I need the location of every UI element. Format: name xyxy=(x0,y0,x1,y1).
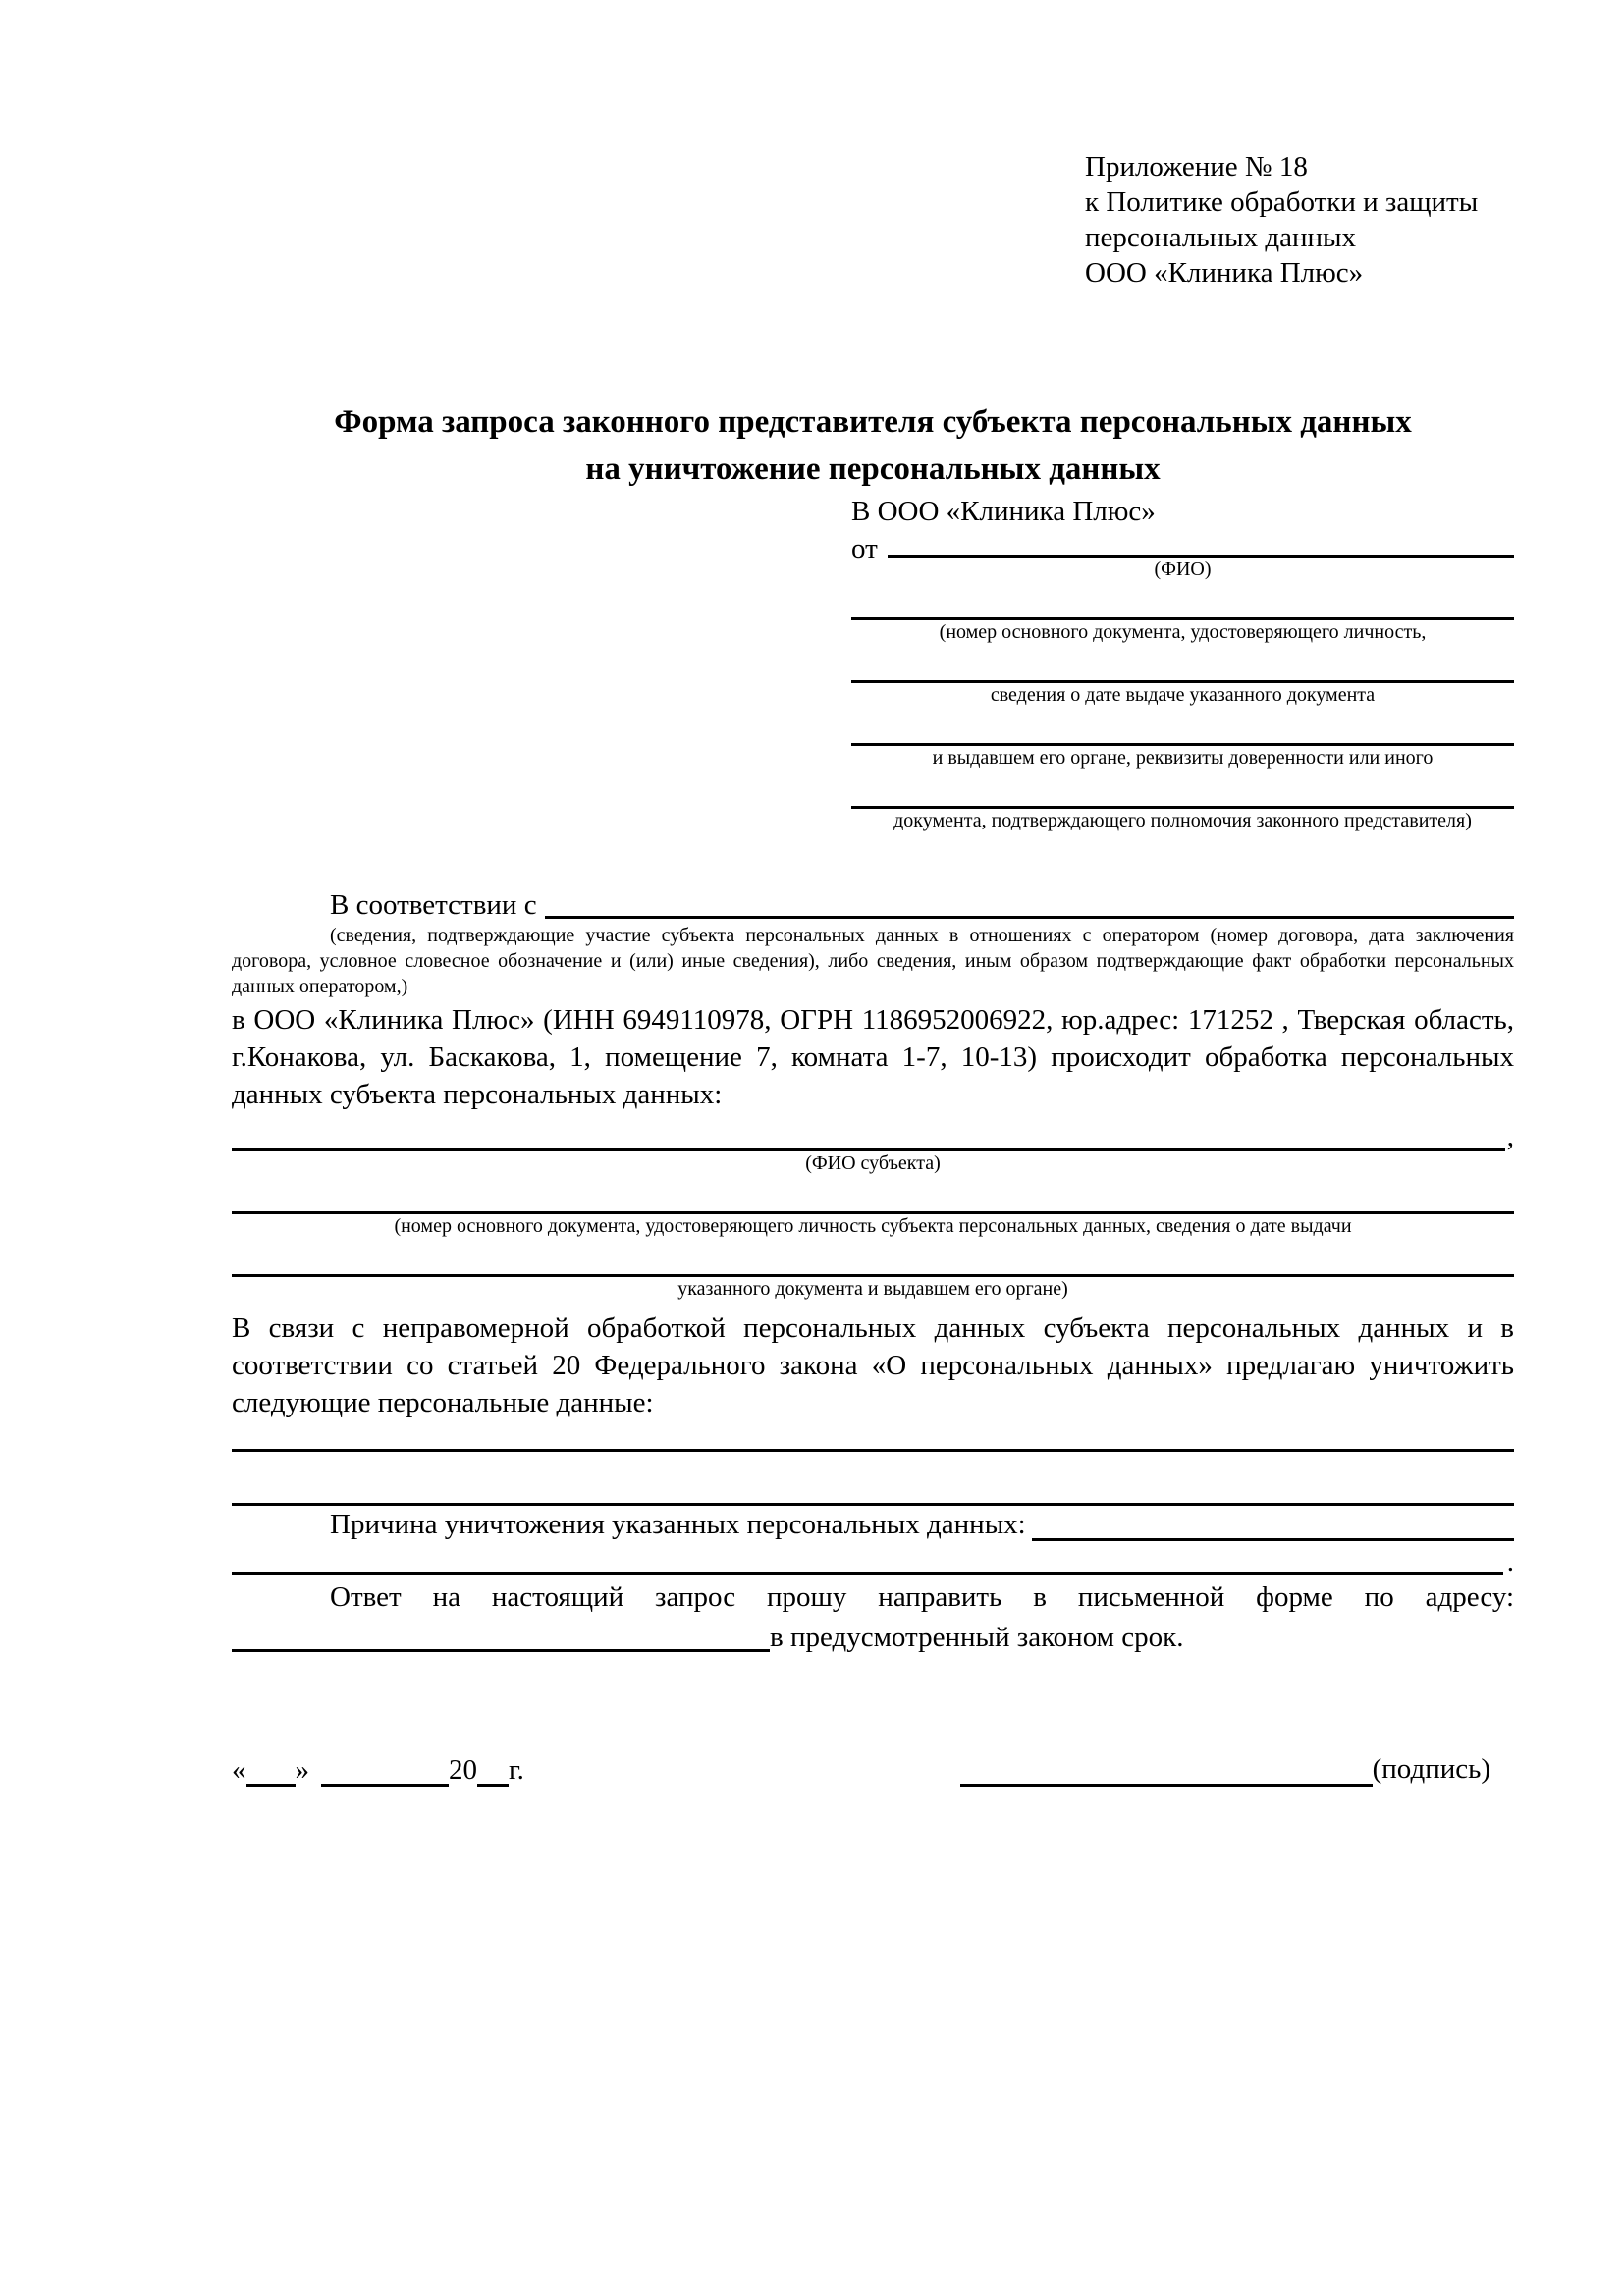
appendix-line: персональных данных xyxy=(1085,222,1357,253)
subject-doc-blank xyxy=(232,1239,1514,1277)
representative-doc-blank xyxy=(851,708,1514,746)
representative-fio-blank xyxy=(888,530,1514,558)
period-mark: . xyxy=(1506,1546,1514,1577)
reason-blank xyxy=(1032,1506,1514,1541)
subject-fio-caption: (ФИО субъекта) xyxy=(805,1152,941,1174)
signature-row xyxy=(232,1747,1514,1787)
response-address-blank xyxy=(232,1616,770,1652)
reason-row xyxy=(330,1506,1514,1541)
response-address-row xyxy=(232,1616,1514,1655)
year-suffix: г. xyxy=(509,1754,524,1786)
demand-paragraph: В связи с неправомерной обработкой персональных данных субъекта персональных данных и в соответствии со статьей 20 Федерального закона «О персональных данных» предлагаю уничтожить следующие персональные данные: xyxy=(232,1312,1514,1418)
field-caption: документа, подтверждающего полномочия законного представителя) xyxy=(893,810,1472,831)
representative-doc-field xyxy=(851,582,1514,645)
response-lead: Ответ на настоящий запрос прошу направить в письменной форме по адресу: xyxy=(330,1581,1514,1613)
from-row xyxy=(851,530,1514,564)
date-field xyxy=(232,1747,524,1787)
date-quote-open: « xyxy=(232,1754,246,1786)
field-caption: и выдавшем его органе, реквизиты доверенности или иного xyxy=(932,747,1434,769)
subject-doc-field xyxy=(232,1239,1514,1302)
response-tail: в предусмотренный законом срок. xyxy=(770,1622,1184,1653)
subject-doc-caption: (номер основного документа, удостоверяющего личность субъекта персональных данных, сведения о дате выдачи xyxy=(394,1215,1352,1237)
field-caption: сведения о дате выдаче указанного документа xyxy=(990,684,1376,706)
appendix-header xyxy=(1085,149,1514,291)
appendix-line: Приложение № 18 xyxy=(1085,151,1308,183)
representative-doc-field xyxy=(851,708,1514,771)
reason-continuation-row xyxy=(232,1541,1514,1575)
day-blank xyxy=(246,1754,296,1787)
reason-continuation-blank xyxy=(232,1538,1503,1575)
form-title-line-2: на уничтожение персональных данных xyxy=(585,452,1161,487)
appendix-line: к Политике обработки и защиты xyxy=(1085,187,1479,218)
signature-caption: (подпись) xyxy=(1372,1753,1490,1785)
representative-doc-blank xyxy=(851,771,1514,809)
from-label: от xyxy=(851,533,878,564)
accordance-caption: (сведения, подтверждающие участие субъекта персональных данных в отношениях с оператором (номер договора, дата заключения договора, условное словесное обозначение и (или) иные сведения), либо сведения, иным образом подтверждающие факт обработки персональных данных оператором,) xyxy=(232,925,1514,997)
signature-field xyxy=(960,1747,1490,1787)
form-title-line-1: Форма запроса законного представителя субъекта персональных данных xyxy=(334,404,1412,440)
accordance-row xyxy=(330,886,1514,919)
reason-label: Причина уничтожения указанных персональных данных: xyxy=(330,1509,1026,1540)
subject-fio-blank xyxy=(232,1113,1505,1151)
representative-doc-field xyxy=(851,771,1514,833)
subject-doc-field xyxy=(232,1176,1514,1239)
addressee-organization: В ООО «Клиника Плюс» xyxy=(851,496,1156,527)
addressee-block xyxy=(851,493,1514,833)
representative-doc-blank xyxy=(851,582,1514,620)
form-title xyxy=(232,399,1514,493)
signature-blank xyxy=(960,1750,1373,1787)
date-quote-close: » xyxy=(295,1754,309,1786)
subject-fio-comma: , xyxy=(1506,1121,1514,1152)
data-to-destroy-blank xyxy=(232,1452,1514,1506)
year-prefix: 20 xyxy=(449,1754,477,1786)
accordance-blank xyxy=(545,886,1514,919)
operator-paragraph: в ООО «Клиника Плюс» (ИНН 6949110978, ОГРН 1186952006922, юр.адрес: 171252 , Тверская область, г.Конакова, ул. Баскакова, 1, помещение 7, комната 1-7, 10-13) происходит обработка персональных данных субъекта персональных данных: xyxy=(232,1004,1514,1110)
month-blank xyxy=(321,1754,449,1787)
fio-caption: (ФИО) xyxy=(1154,559,1212,580)
accordance-lead: В соответствии с xyxy=(330,889,537,921)
subject-doc-blank xyxy=(232,1176,1514,1214)
subject-doc-caption: указанного документа и выдавшем его органе) xyxy=(677,1278,1068,1300)
subject-fio-row xyxy=(232,1113,1514,1151)
year-blank xyxy=(477,1754,509,1787)
field-caption: (номер основного документа, удостоверяющего личность, xyxy=(939,621,1427,643)
appendix-line: ООО «Клиника Плюс» xyxy=(1085,257,1364,289)
representative-doc-blank xyxy=(851,645,1514,683)
subject-fields xyxy=(232,1113,1514,1302)
representative-doc-field xyxy=(851,645,1514,708)
data-to-destroy-blank xyxy=(232,1421,1514,1452)
